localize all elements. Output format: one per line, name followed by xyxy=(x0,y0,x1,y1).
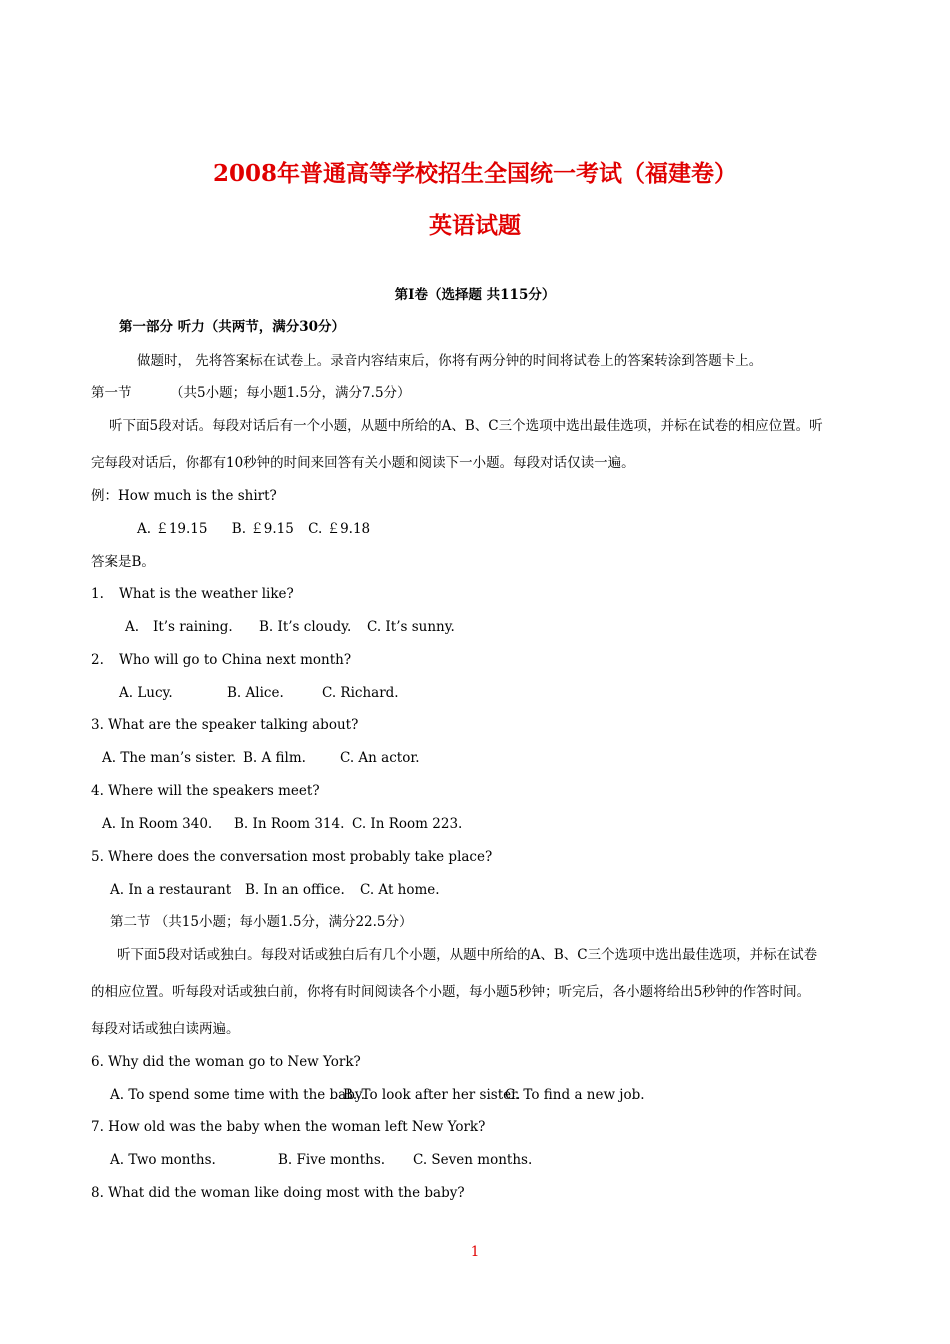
q1-option-c: C. It’s sunny. xyxy=(367,619,455,635)
q5-option-c: C. At home. xyxy=(360,882,440,898)
q2-text: Who will go to China next month? xyxy=(119,652,352,668)
example-option-a: A. ￡19.15 xyxy=(137,521,208,537)
q4-option-b: B. In Room 314. xyxy=(234,816,345,832)
q5-text: 5. Where does the conversation most probably take place? xyxy=(91,849,493,865)
q1-number: 1. xyxy=(91,586,104,602)
q3-option-b: B. A film. xyxy=(243,750,306,766)
section1-label: 第一节 xyxy=(91,385,132,401)
q4-option-a: A. In Room 340. xyxy=(102,816,213,832)
exam-title: 2008年普通高等学校招生全国统一考试（福建卷） xyxy=(212,160,737,187)
example-answer: 答案是B。 xyxy=(91,554,155,570)
q1-option-a-letter: A. xyxy=(125,619,140,635)
section2-heading: 第二节 （共15小题；每小题1.5分，满分22.5分） xyxy=(110,914,413,930)
example-option-b: B. ￡9.15 xyxy=(231,521,294,537)
section2-desc-line1: 听下面5段对话或独白。每段对话或独白后有几个小题，从题中所给的A、B、C三个选项中选出最佳选项，并标在试卷 xyxy=(117,947,818,963)
q4-text: 4. Where will the speakers meet? xyxy=(91,783,320,799)
section1-desc-line1: 听下面5段对话。每段对话后有一个小题，从题中所给的A、B、C三个选项中选出最佳选项，并标在试卷的相应位置。听 xyxy=(109,418,823,434)
section2-desc-line3: 每段对话或独白读两遍。 xyxy=(91,1021,240,1037)
q6-option-a: A. To spend some time with the baby. xyxy=(110,1087,365,1103)
q6-option-b: B. To look after her sister. xyxy=(343,1087,521,1103)
q2-number: 2. xyxy=(91,652,104,668)
q6-text: 6. Why did the woman go to New York? xyxy=(91,1054,361,1070)
volume-heading: 第Ⅰ卷（选择题 共115分） xyxy=(394,287,556,303)
q1-text: What is the weather like? xyxy=(119,586,294,602)
section2-desc-line2: 的相应位置。听每段对话或独白前，你将有时间阅读各个小题，每小题5秒钟；听完后，各小题将给出5秒钟的作答时间。 xyxy=(91,984,811,1000)
q5-option-b: B. In an office. xyxy=(245,882,345,898)
q7-option-c: C. Seven months. xyxy=(413,1152,533,1168)
section1-info: （共5小题；每小题1.5分，满分7.5分） xyxy=(170,385,411,401)
q3-text: 3. What are the speaker talking about? xyxy=(91,717,359,733)
instructions: 做题时， 先将答案标在试卷上。录音内容结束后，你将有两分钟的时间将试卷上的答案转涂到答题卡上。 xyxy=(137,353,763,369)
exam-subtitle: 英语试题 xyxy=(429,212,521,239)
q2-option-a: A. Lucy. xyxy=(119,685,173,701)
q2-option-b: B. Alice. xyxy=(227,685,284,701)
q5-option-a: A. In a restaurant xyxy=(110,882,232,898)
page-number: 1 xyxy=(470,1244,480,1260)
example-options xyxy=(137,520,370,538)
example-option-c: C. ￡9.18 xyxy=(308,521,371,537)
part1-heading: 第一部分 听力（共两节，满分30分） xyxy=(119,319,345,335)
q1-option-a: It’s raining. xyxy=(153,619,233,635)
q8-text: 8. What did the woman like doing most with the baby? xyxy=(91,1185,465,1201)
q6-option-c: C. To find a new job. xyxy=(505,1087,645,1103)
q2-option-c: C. Richard. xyxy=(322,685,399,701)
q7-option-a: A. Two months. xyxy=(110,1152,216,1168)
section1-desc-line2: 完每段对话后，你都有10秒钟的时间来回答有关小题和阅读下一小题。每段对话仅读一遍。 xyxy=(91,455,635,471)
q4-option-c: C. In Room 223. xyxy=(352,816,463,832)
q3-option-c: C. An actor. xyxy=(340,750,420,766)
example-question: 例：How much is the shirt? xyxy=(91,488,277,504)
q3-option-a: A. The man’s sister. xyxy=(102,750,237,766)
q7-text: 7. How old was the baby when the woman left New York? xyxy=(91,1119,486,1135)
q1-option-b: B. It’s cloudy. xyxy=(259,619,352,635)
q7-option-b: B. Five months. xyxy=(278,1152,386,1168)
